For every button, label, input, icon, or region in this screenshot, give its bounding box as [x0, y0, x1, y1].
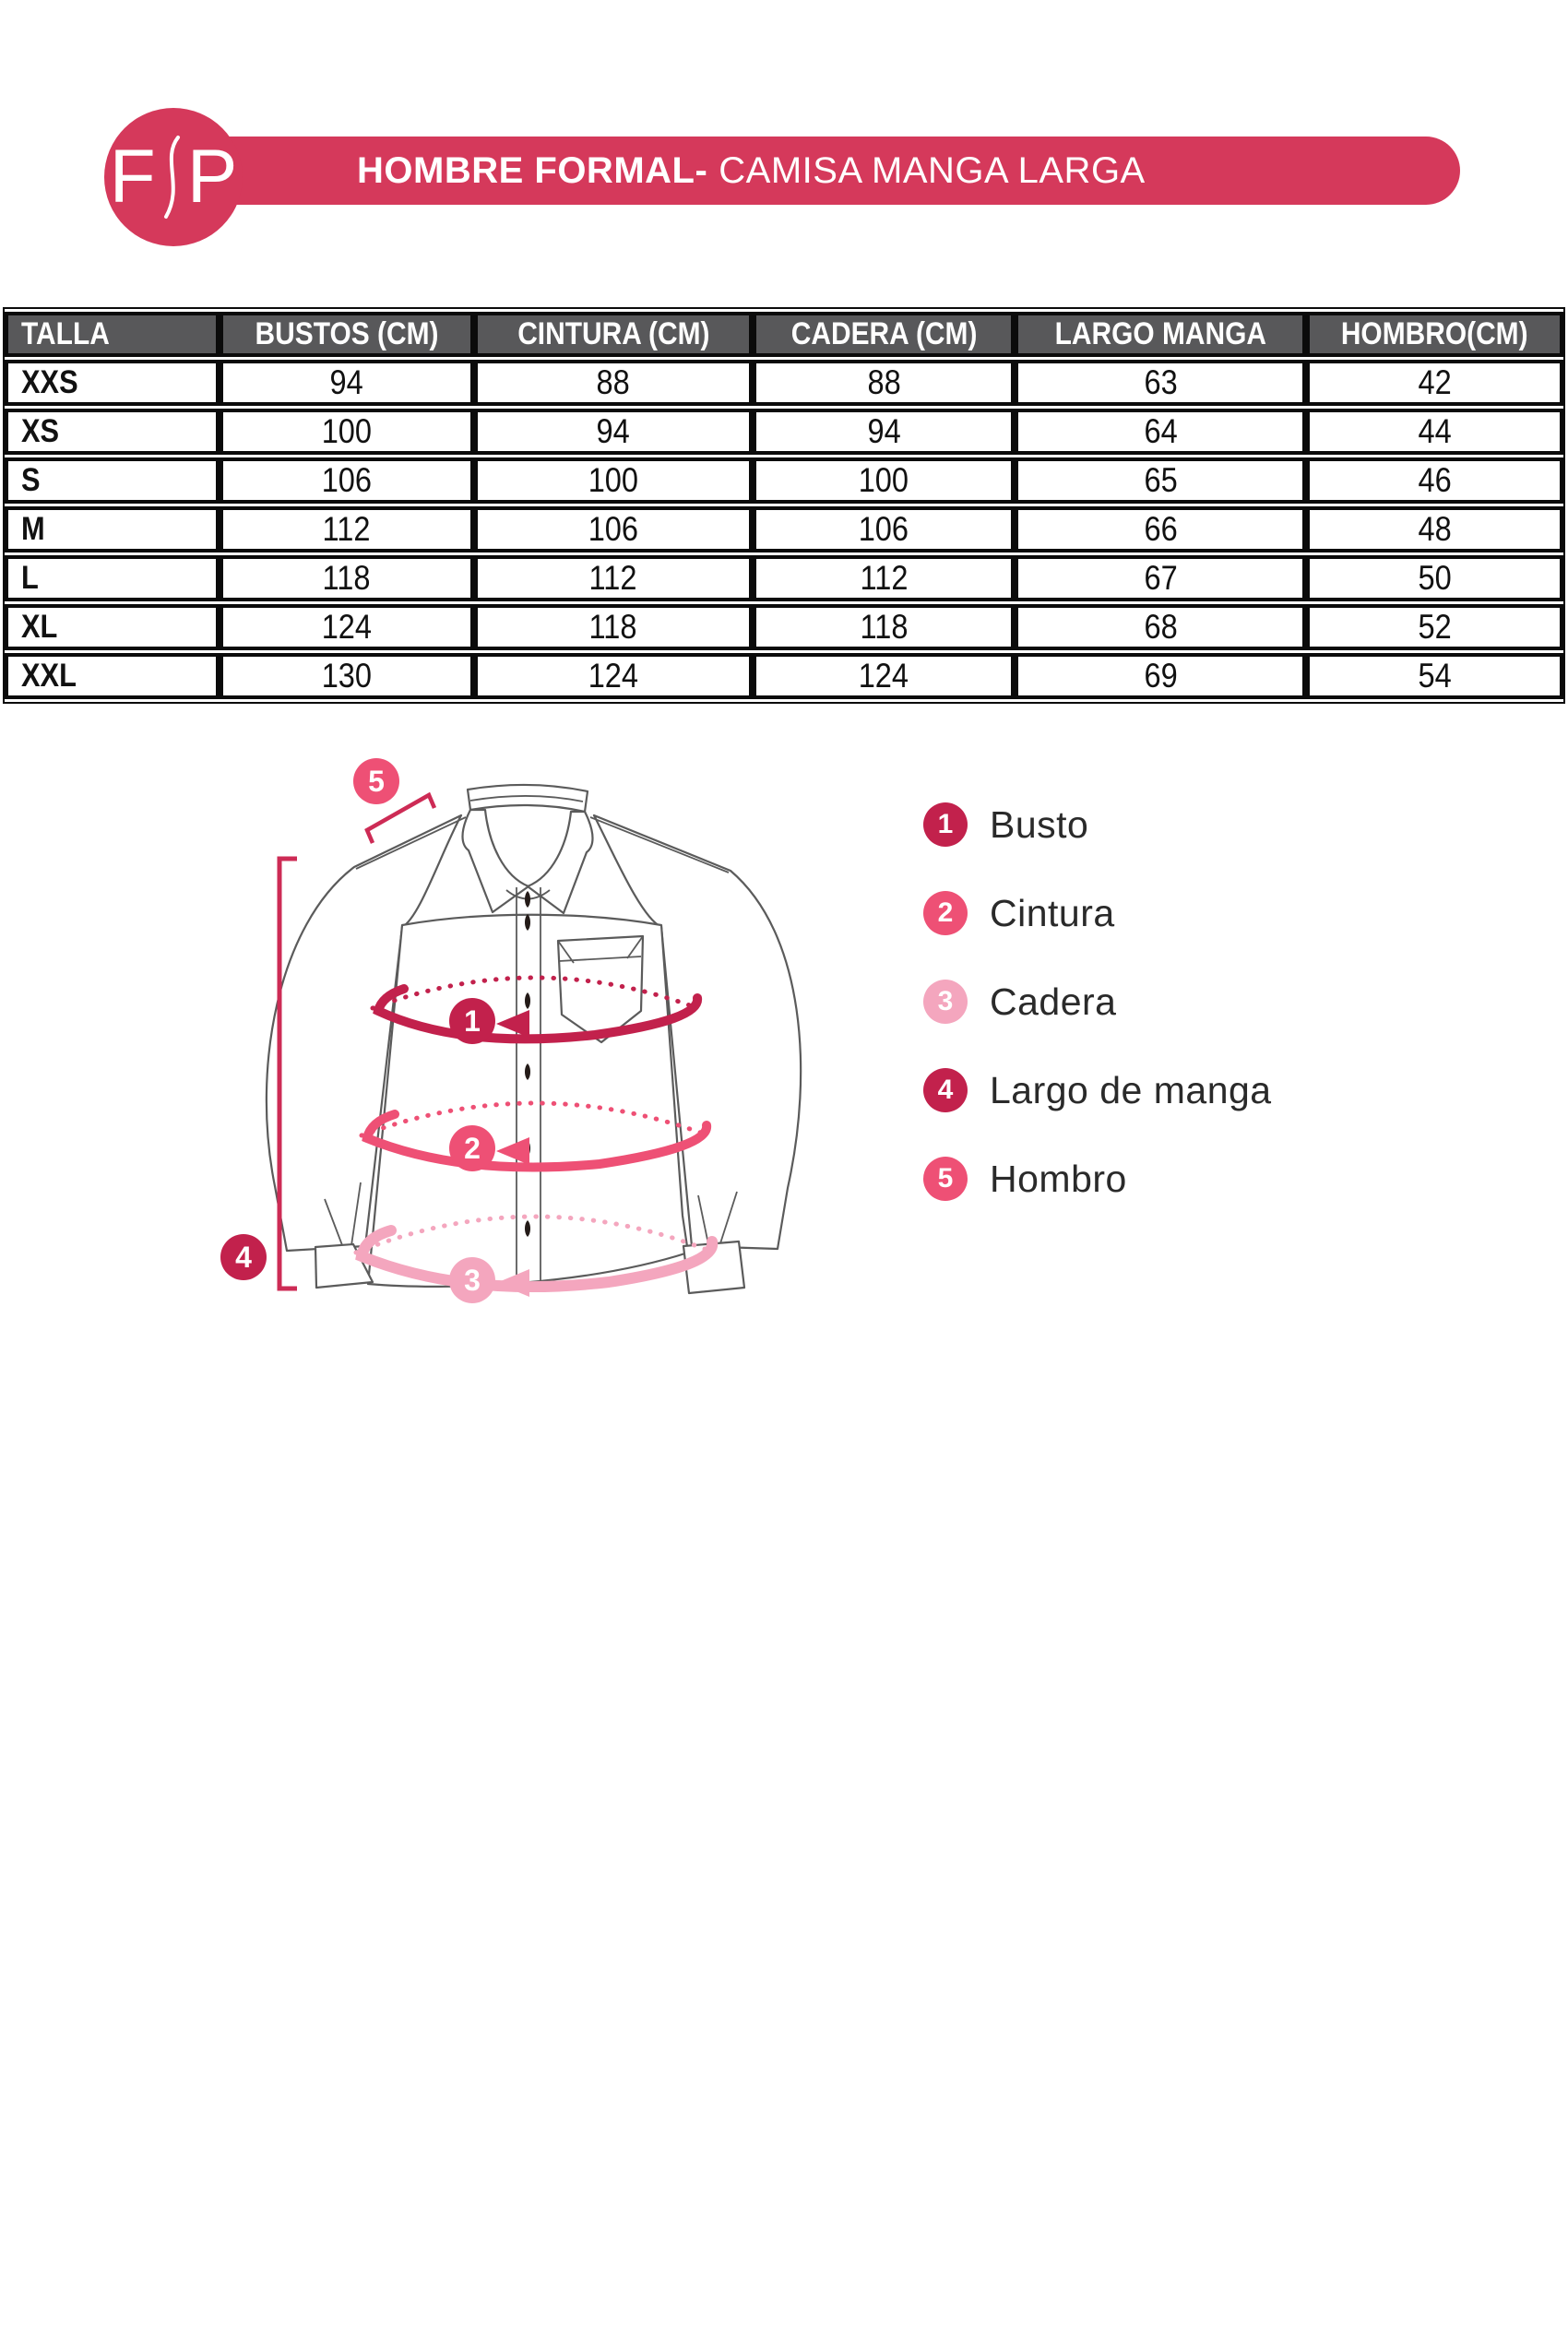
table-header-row — [5, 312, 1563, 357]
cintura-value: 88 — [474, 360, 754, 406]
size-label: S — [5, 457, 220, 504]
page-title-category: HOMBRE FORMAL- — [357, 149, 708, 191]
size-label: XXS — [5, 360, 220, 406]
cadera-value: 88 — [753, 360, 1015, 406]
cintura-value: 94 — [474, 409, 754, 455]
table-row-m — [5, 506, 1563, 552]
largo-manga-value: 64 — [1015, 409, 1306, 455]
title-banner — [171, 137, 1460, 205]
column-header-cintura: CINTURA (CM) — [474, 312, 754, 357]
column-header-largo-manga: LARGO MANGA — [1015, 312, 1306, 357]
bustos-value: 112 — [220, 506, 473, 552]
cintura-value: 100 — [474, 457, 754, 504]
size-label: XXL — [5, 653, 220, 699]
table-row-xs — [5, 409, 1563, 455]
hombro-value: 48 — [1306, 506, 1563, 552]
legend-badge-5: 5 — [923, 1157, 968, 1201]
cadera-value: 112 — [753, 555, 1015, 601]
legend-label: Cintura — [990, 891, 1115, 934]
cintura-value: 112 — [474, 555, 754, 601]
bustos-value: 118 — [220, 555, 473, 601]
hombro-value: 50 — [1306, 555, 1563, 601]
table-row-s — [5, 457, 1563, 504]
largo-manga-value: 68 — [1015, 604, 1306, 650]
table-row-xxs — [5, 360, 1563, 406]
page-title — [171, 150, 1146, 192]
column-header-hombro: HOMBRO(CM) — [1306, 312, 1563, 357]
legend-item-largo-de-manga — [923, 1068, 1272, 1112]
largo-manga-value: 65 — [1015, 457, 1306, 504]
largo-manga-value: 67 — [1015, 555, 1306, 601]
bustos-value: 106 — [220, 457, 473, 504]
size-label: XL — [5, 604, 220, 650]
hombro-value: 54 — [1306, 653, 1563, 699]
hombro-value: 46 — [1306, 457, 1563, 504]
diagram-badge-2-number: 2 — [464, 1132, 481, 1165]
brand-logo — [104, 108, 243, 246]
legend-badge-3: 3 — [923, 980, 968, 1024]
cintura-value: 124 — [474, 653, 754, 699]
cadera-value: 124 — [753, 653, 1015, 699]
bustos-value: 100 — [220, 409, 473, 455]
table-row-xl — [5, 604, 1563, 650]
cadera-value: 106 — [753, 506, 1015, 552]
shirt-measurement-diagram — [166, 729, 849, 1374]
diagram-badge-4-number: 4 — [235, 1241, 252, 1274]
hombro-value: 44 — [1306, 409, 1563, 455]
table-row-xxl — [5, 653, 1563, 699]
legend-item-hombro — [923, 1157, 1272, 1201]
cintura-value: 118 — [474, 604, 754, 650]
legend-label: Largo de manga — [990, 1068, 1272, 1111]
column-header-bustos: BUSTOS (CM) — [220, 312, 473, 357]
measurement-legend — [923, 802, 1272, 1245]
cadera-value: 94 — [753, 409, 1015, 455]
largo-manga-value: 69 — [1015, 653, 1306, 699]
legend-badge-1: 1 — [923, 802, 968, 847]
legend-item-busto — [923, 802, 1272, 847]
size-label: M — [5, 506, 220, 552]
cadera-value: 118 — [753, 604, 1015, 650]
column-header-talla: TALLA — [5, 312, 220, 357]
size-label: L — [5, 555, 220, 601]
column-header-cadera: CADERA (CM) — [753, 312, 1015, 357]
hombro-value: 42 — [1306, 360, 1563, 406]
logo-letter-p: P — [186, 135, 238, 219]
legend-badge-2: 2 — [923, 891, 968, 935]
legend-badge-4: 4 — [923, 1068, 968, 1112]
diagram-badge-3-number: 3 — [464, 1264, 481, 1297]
largo-manga-value: 66 — [1015, 506, 1306, 552]
cadera-value: 100 — [753, 457, 1015, 504]
table-row-l — [5, 555, 1563, 601]
legend-label: Cadera — [990, 980, 1117, 1023]
size-label: XS — [5, 409, 220, 455]
legend-label: Hombro — [990, 1157, 1127, 1200]
legend-item-cintura — [923, 891, 1272, 935]
diagram-badge-5-number: 5 — [368, 765, 385, 798]
page-title-product: CAMISA MANGA LARGA — [719, 149, 1146, 191]
bustos-value: 94 — [220, 360, 473, 406]
diagram-badge-1-number: 1 — [464, 1004, 481, 1038]
largo-manga-value: 63 — [1015, 360, 1306, 406]
logo-letter-f: F — [109, 135, 156, 219]
cintura-value: 106 — [474, 506, 754, 552]
hombro-value: 52 — [1306, 604, 1563, 650]
bustos-value: 124 — [220, 604, 473, 650]
legend-item-cadera — [923, 980, 1272, 1024]
logo-s-curve-icon — [160, 135, 184, 220]
legend-label: Busto — [990, 802, 1089, 846]
bustos-value: 130 — [220, 653, 473, 699]
size-table — [3, 307, 1565, 704]
